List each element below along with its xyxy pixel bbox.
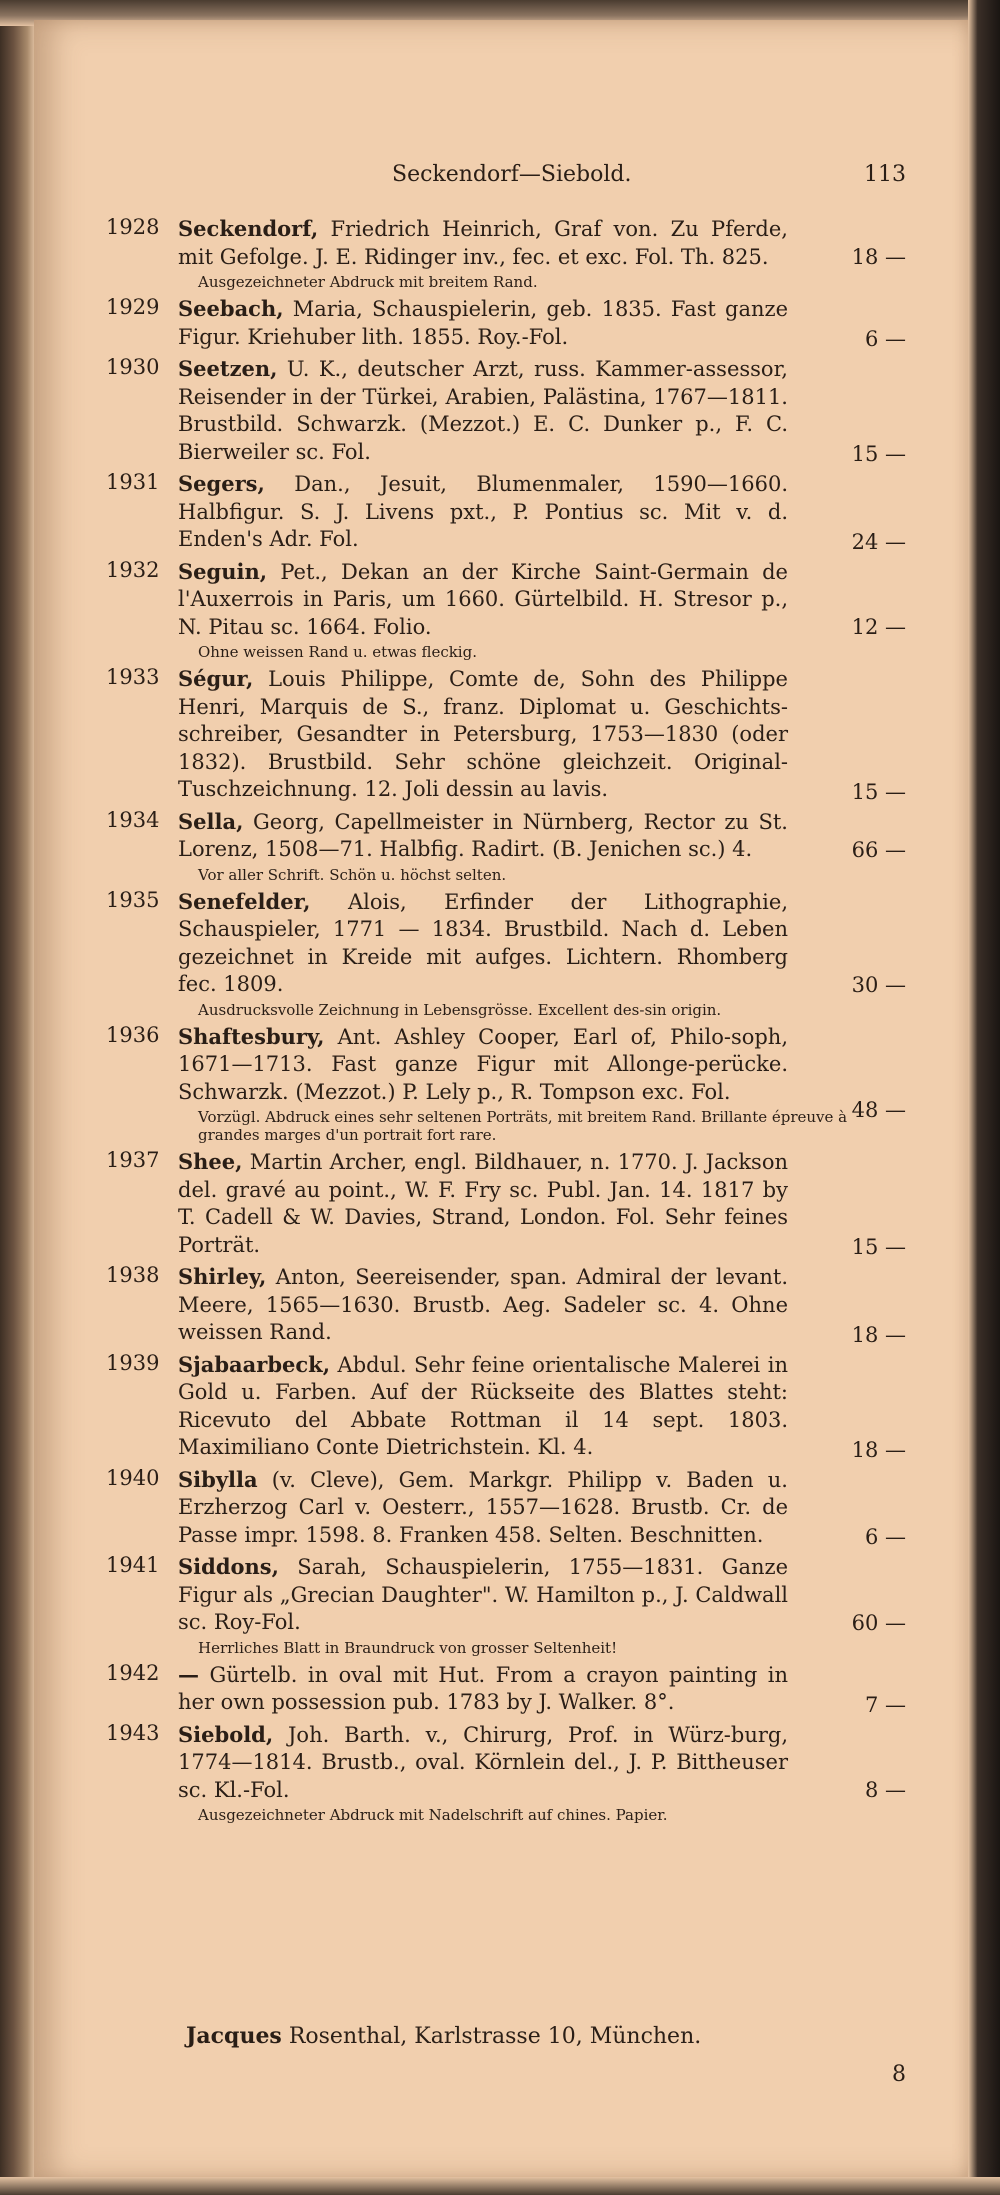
entry-text xyxy=(178,1263,788,1347)
entry-number: 1943 xyxy=(106,1720,160,1745)
catalog-entry xyxy=(106,470,906,554)
entry-name: Ségur, xyxy=(178,666,254,691)
entry-note: Ausgezeichneter Abdruck mit breitem Rand. xyxy=(198,273,538,291)
catalog-entry xyxy=(106,808,906,884)
entry-name: Seebach, xyxy=(178,296,284,321)
catalog-entry xyxy=(106,1351,906,1462)
publisher-footer xyxy=(186,2023,906,2049)
entry-name: Shee, xyxy=(178,1149,243,1174)
entry-price: 6 — xyxy=(864,1525,906,1549)
entry-name: Siebold, xyxy=(178,1721,274,1747)
catalog-entry xyxy=(106,1661,906,1717)
entry-text xyxy=(178,1466,788,1550)
entry-name: Sibylla xyxy=(178,1466,258,1492)
entry-name: Senefelder, xyxy=(178,888,311,914)
entry-name: Seetzen, xyxy=(178,356,278,381)
entry-number: 1932 xyxy=(106,557,160,582)
entry-text xyxy=(178,888,788,999)
entry-price: 15 — xyxy=(851,442,906,466)
entry-text xyxy=(178,1553,788,1637)
entry-name: Shirley, xyxy=(178,1264,267,1289)
catalog-entry xyxy=(106,1148,906,1259)
entry-price: 66 — xyxy=(851,837,906,862)
entry-description: Anton, Seereisender, span. Admiral der levant. Meere, 1565—1630. Brustb. Aeg. Sadeler sc. 4. Ohne weissen Rand. xyxy=(178,1265,788,1344)
entry-number: 1930 xyxy=(106,355,160,379)
entry-description: U. K., deutscher Arzt, russ. Kammer-assessor, Reisender in der Türkei, Arabien, Palästina, 1767—1811. Brustbild. Schwarzk. (Mezzot.) E. C. Dunker p., F. C. Bierweiler sc. Fol. xyxy=(178,357,788,464)
entry-description: Georg, Capellmeister in Nürnberg, Rector zu St. Lorenz, 1508—71. Halbfig. Radirt. (B. Jenichen sc.) 4. xyxy=(178,809,788,861)
entry-number: 1942 xyxy=(106,1660,160,1685)
entry-name: — xyxy=(178,1661,199,1687)
entry-name: Sjabaarbeck, xyxy=(178,1351,331,1377)
entry-price: 60 — xyxy=(851,1610,906,1635)
page-number: 113 xyxy=(864,162,906,187)
entry-text xyxy=(178,665,788,804)
entry-text xyxy=(178,1023,788,1107)
entry-number: 1940 xyxy=(106,1465,160,1490)
publisher-address: Rosenthal, Karlstrasse 10, München. xyxy=(288,2024,702,2049)
entry-name: Seguin, xyxy=(178,558,268,584)
catalog-entry xyxy=(106,888,906,1019)
publisher-name: Jacques xyxy=(186,2023,282,2049)
entry-name: Seckendorf, xyxy=(178,216,319,241)
book-spine xyxy=(0,0,34,2195)
entry-description: Louis Philippe, Comte de, Sohn des Philippe Henri, Marquis de S., franz. Diplomat u. Geschichts-schreiber, Gesandter in Petersburg, 1753—1830 (oder 1832). Brustbild. Sehr schöne gleichzeit. Original-Tuschzeichnung. 12. Joli dessin au lavis. xyxy=(178,667,788,801)
entry-number: 1936 xyxy=(106,1022,160,1047)
catalog-entry xyxy=(106,1721,906,1825)
entry-text xyxy=(178,215,788,271)
catalog-entry xyxy=(106,1553,906,1657)
entry-text xyxy=(178,558,788,642)
entry-description: Gürtelb. in oval mit Hut. From a crayon painting in her own possession pub. 1783 by J. Walker. 8°. xyxy=(178,1662,788,1714)
entry-note: Herrliches Blatt in Braundruck von grosser Seltenheit! xyxy=(198,1638,618,1657)
entry-note: Ausgezeichneter Abdruck mit Nadelschrift auf chines. Papier. xyxy=(198,1806,668,1824)
entry-description: Abdul. Sehr feine orientalische Malerei in Gold u. Farben. Auf der Rückseite des Blattes steht: Ricevuto del Abbate Rottman il 14 sept. 1803. Maximiliano Conte Dietrichstein. Kl. 4. xyxy=(178,1352,788,1459)
entry-text xyxy=(178,808,788,864)
entry-text xyxy=(178,355,788,466)
entry-name: Sella, xyxy=(178,808,244,834)
entry-note: Ohne weissen Rand u. etwas fleckig. xyxy=(198,643,477,661)
catalog-entry xyxy=(106,558,906,662)
entry-price: 15 — xyxy=(851,1235,906,1259)
entry-price: 30 — xyxy=(851,972,906,997)
header-title: Seckendorf—Siebold. xyxy=(392,162,632,187)
entry-number: 1928 xyxy=(106,215,160,239)
catalog-entry xyxy=(106,1023,906,1145)
bottom-edge xyxy=(0,2177,1000,2195)
entry-price: 6 — xyxy=(864,327,906,351)
entry-note: Vorzügl. Abdruck eines sehr seltenen Porträts, mit breitem Rand. Brillante épreuve à grandes marges d'un portrait fort rare. xyxy=(198,1108,848,1144)
entry-text xyxy=(178,1661,788,1717)
entry-name: Siddons, xyxy=(178,1554,279,1579)
catalog-page xyxy=(34,20,970,2180)
entry-description: (v. Cleve), Gem. Markgr. Philipp v. Baden u. Erzherzog Carl v. Oesterr., 1557—1628. Brustb. Cr. de Passe impr. 1598. 8. Franken 458. Selten. Beschnitten. xyxy=(178,1467,788,1547)
entry-price: 18 — xyxy=(851,1437,906,1462)
entry-number: 1935 xyxy=(106,887,160,912)
entry-description: Dan., Jesuit, Blumenmaler, 1590—1660. Halbfigur. S. J. Livens pxt., P. Pontius sc. Mit v. d. Enden's Adr. Fol. xyxy=(178,472,788,551)
entry-text xyxy=(178,470,788,554)
catalog-entry xyxy=(106,355,906,466)
entry-price: 24 — xyxy=(851,529,906,554)
entry-number: 1931 xyxy=(106,470,160,494)
entry-price: 15 — xyxy=(851,779,906,804)
entry-text xyxy=(178,1351,788,1462)
entry-price: 48 — xyxy=(851,1098,906,1122)
entry-number: 1934 xyxy=(106,807,160,832)
catalog-entry xyxy=(106,1466,906,1550)
entry-note: Ausdrucksvolle Zeichnung in Lebensgrösse. Excellent des-sin origin. xyxy=(198,1000,722,1019)
entry-name: Segers, xyxy=(178,471,265,496)
entry-description: Friedrich Heinrich, Graf von. Zu Pferde, mit Gefolge. J. E. Ridinger inv., fec. et exc. Fol. Th. 825. xyxy=(178,217,788,269)
entry-price: 7 — xyxy=(864,1692,906,1717)
entry-number: 1937 xyxy=(106,1148,160,1172)
signature-mark: 8 xyxy=(892,2062,906,2087)
catalog-entry xyxy=(106,1263,906,1347)
entry-name: Shaftesbury, xyxy=(178,1023,325,1049)
entry-description: Sarah, Schauspielerin, 1755—1831. Ganze Figur als „Grecian Daughter". W. Hamilton p., J. Caldwall sc. Roy-Fol. xyxy=(178,1555,788,1634)
entry-number: 1933 xyxy=(106,665,160,689)
entry-price: 18 — xyxy=(851,1322,906,1347)
entry-note: Vor aller Schrift. Schön u. höchst selten. xyxy=(198,865,507,884)
entry-number: 1939 xyxy=(106,1350,160,1375)
entry-description: Joh. Barth. v., Chirurg, Prof. in Würz-burg, 1774—1814. Brustb., oval. Körnlein del., J. P. Bittheuser sc. Kl.-Fol. xyxy=(178,1722,788,1802)
entry-price: 12 — xyxy=(851,615,906,639)
entry-text xyxy=(178,295,788,351)
entry-price: 8 — xyxy=(864,1778,906,1802)
entry-text xyxy=(178,1721,788,1805)
catalog-entry xyxy=(106,295,906,351)
entry-description: Maria, Schauspielerin, geb. 1835. Fast ganze Figur. Kriehuber lith. 1855. Roy.-Fol. xyxy=(178,297,789,349)
entry-description: Ant. Ashley Cooper, Earl of, Philo-soph, 1671—1713. Fast ganze Figur mit Allonge-perücke. Schwarzk. (Mezzot.) P. Lely p., R. Tompson exc. Fol. xyxy=(178,1024,789,1104)
entry-description: Pet., Dekan an der Kirche Saint-Germain de l'Auxerrois in Paris, um 1660. Gürtelbild. H. Stresor p., N. Pitau sc. 1664. Folio. xyxy=(178,559,788,639)
right-page-edge xyxy=(968,0,1000,2195)
entry-number: 1929 xyxy=(106,295,160,319)
catalog-entry xyxy=(106,215,906,291)
running-header xyxy=(106,162,906,202)
entry-price: 18 — xyxy=(851,245,906,269)
entry-text xyxy=(178,1148,788,1259)
entry-list xyxy=(106,215,906,1828)
entry-description: Martin Archer, engl. Bildhauer, n. 1770. J. Jackson del. gravé au point., W. F. Fry sc. Publ. Jan. 14. 1817 by T. Cadell & W. Davies, Strand, London. Fol. Sehr feines Porträt. xyxy=(178,1150,788,1257)
entry-number: 1938 xyxy=(106,1263,160,1287)
entry-number: 1941 xyxy=(106,1553,160,1577)
entry-description: Alois, Erfinder der Lithographie, Schauspieler, 1771 — 1834. Brustbild. Nach d. Leben gezeichnet in Kreide mit aufges. Lichtern. Rhomberg fec. 1809. xyxy=(178,889,788,996)
catalog-entry xyxy=(106,665,906,804)
